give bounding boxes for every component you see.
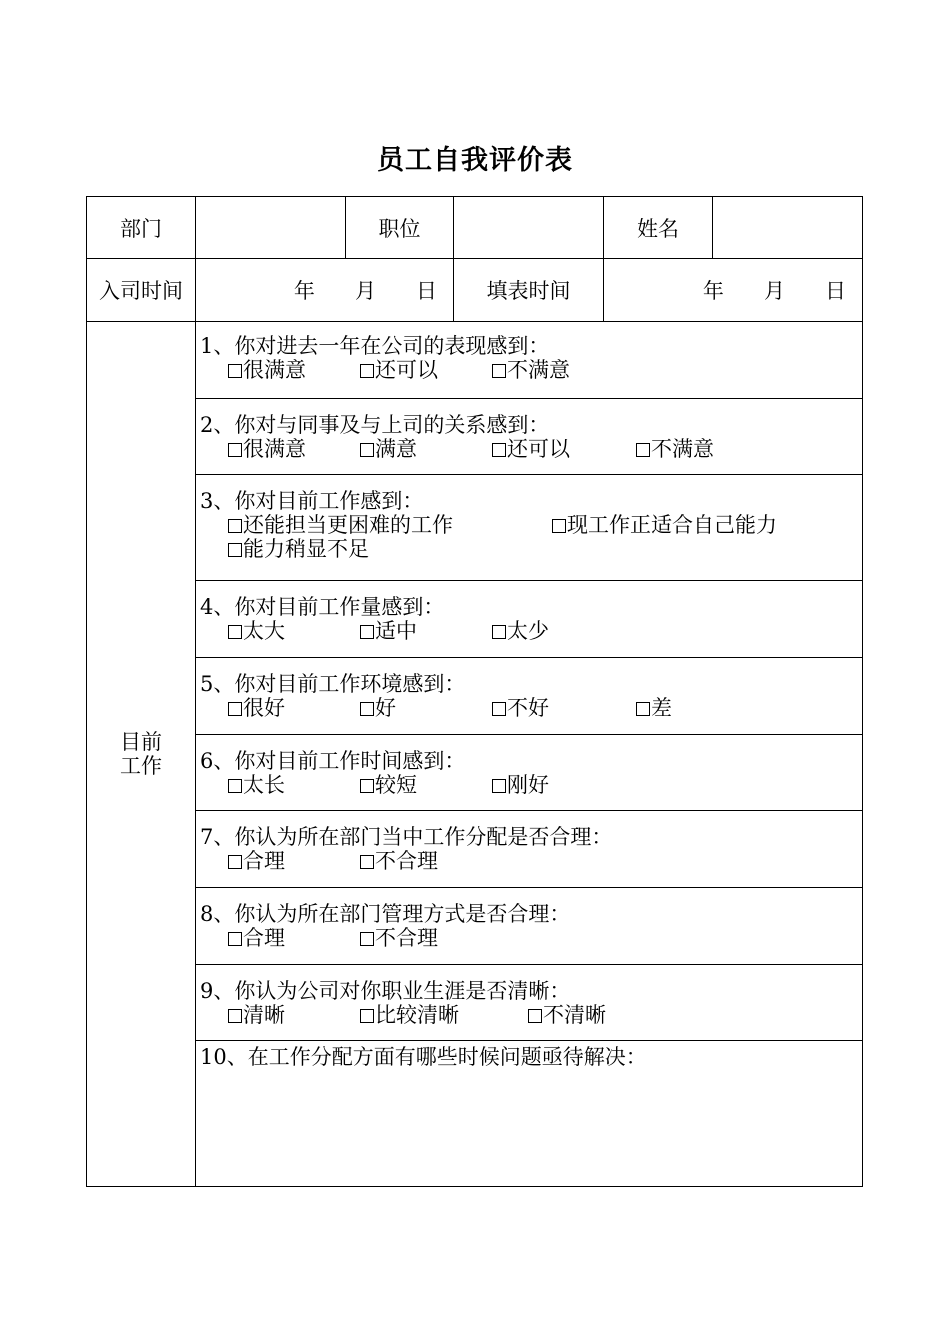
- question-row: [87, 658, 863, 735]
- position-label: 职位: [346, 197, 454, 259]
- question-row: [87, 735, 863, 811]
- checkbox-icon: [360, 779, 374, 793]
- question-row: [87, 581, 863, 658]
- option-label: 不好: [507, 696, 549, 720]
- checkbox-icon: [360, 364, 374, 378]
- question-10: [196, 1041, 863, 1187]
- fill-date-field[interactable]: 年 月 日: [604, 259, 863, 322]
- question-1: [196, 322, 863, 399]
- question-row: [87, 811, 863, 888]
- question-text: 1、你对进去一年在公司的表现感到：: [200, 334, 550, 358]
- question-4: [196, 581, 863, 658]
- option-group: [228, 537, 862, 561]
- option-checkbox[interactable]: [228, 926, 285, 950]
- checkbox-icon: [228, 443, 242, 457]
- checkbox-icon: [492, 364, 506, 378]
- option-checkbox[interactable]: [528, 1003, 606, 1027]
- checkbox-icon: [228, 932, 242, 946]
- option-label: 清晰: [243, 1003, 285, 1027]
- option-checkbox[interactable]: [360, 696, 396, 720]
- question-8: [196, 888, 863, 965]
- option-checkbox[interactable]: [228, 619, 285, 643]
- question-3: [196, 475, 863, 581]
- option-checkbox[interactable]: [492, 619, 549, 643]
- checkbox-icon: [636, 702, 650, 716]
- question-text: 6、你对目前工作时间感到：: [200, 749, 466, 773]
- option-label: 差: [651, 696, 672, 720]
- option-label: 不满意: [651, 437, 714, 461]
- option-label: 太大: [243, 619, 285, 643]
- fill-date-label: 填表时间: [454, 259, 604, 322]
- option-label: 好: [375, 696, 396, 720]
- option-checkbox[interactable]: [228, 537, 369, 561]
- option-label: 太长: [243, 773, 285, 797]
- question-row: [87, 399, 863, 475]
- question-text: 10、在工作分配方面有哪些时候问题亟待解决：: [200, 1045, 647, 1069]
- option-group: [228, 437, 862, 461]
- option-checkbox[interactable]: [360, 358, 438, 382]
- question-text: 7、你认为所在部门当中工作分配是否合理：: [200, 825, 613, 849]
- option-label: 满意: [375, 437, 417, 461]
- option-checkbox[interactable]: [228, 696, 285, 720]
- checkbox-icon: [636, 443, 650, 457]
- option-label: 很满意: [243, 437, 306, 461]
- checkbox-icon: [228, 543, 242, 557]
- option-label: 刚好: [507, 773, 549, 797]
- option-label: 太少: [507, 619, 549, 643]
- option-label: 不合理: [375, 849, 438, 873]
- option-checkbox[interactable]: [228, 773, 285, 797]
- option-checkbox[interactable]: [360, 437, 417, 461]
- option-checkbox[interactable]: [636, 696, 672, 720]
- checkbox-icon: [360, 443, 374, 457]
- option-checkbox[interactable]: [360, 1003, 459, 1027]
- option-checkbox[interactable]: [360, 849, 438, 873]
- option-group: [228, 1003, 862, 1027]
- option-label: 不清晰: [543, 1003, 606, 1027]
- option-group: [228, 619, 862, 643]
- option-label: 还能担当更困难的工作: [243, 513, 453, 537]
- position-field[interactable]: [454, 197, 604, 259]
- option-checkbox[interactable]: [492, 437, 570, 461]
- option-label: 比较清晰: [375, 1003, 459, 1027]
- checkbox-icon: [228, 702, 242, 716]
- option-label: 不合理: [375, 926, 438, 950]
- option-label: 较短: [375, 773, 417, 797]
- checkbox-icon: [228, 779, 242, 793]
- option-checkbox[interactable]: [492, 773, 549, 797]
- option-label: 不满意: [507, 358, 570, 382]
- evaluation-form-table: [86, 196, 863, 1187]
- option-checkbox[interactable]: [360, 926, 438, 950]
- checkbox-icon: [552, 519, 566, 533]
- option-group: [228, 926, 862, 950]
- checkbox-icon: [228, 1009, 242, 1023]
- checkbox-icon: [360, 702, 374, 716]
- section-label-current-work: [87, 322, 196, 1187]
- dept-field[interactable]: [196, 197, 346, 259]
- answer-area[interactable]: [200, 1069, 862, 1169]
- option-label: 还可以: [375, 358, 438, 382]
- option-checkbox[interactable]: [228, 1003, 285, 1027]
- question-7: [196, 811, 863, 888]
- checkbox-icon: [528, 1009, 542, 1023]
- option-group: [228, 849, 862, 873]
- question-text: 5、你对目前工作环境感到：: [200, 672, 466, 696]
- dept-label: 部门: [87, 197, 196, 259]
- checkbox-icon: [228, 519, 242, 533]
- option-label: 很好: [243, 696, 285, 720]
- question-text: 9、你认为公司对你职业生涯是否清晰：: [200, 979, 571, 1003]
- option-group: [228, 513, 862, 537]
- checkbox-icon: [228, 625, 242, 639]
- question-5: [196, 658, 863, 735]
- option-checkbox[interactable]: [360, 619, 417, 643]
- option-label: 很满意: [243, 358, 306, 382]
- option-checkbox[interactable]: [492, 696, 549, 720]
- option-group: [228, 773, 862, 797]
- checkbox-icon: [228, 855, 242, 869]
- name-field[interactable]: [713, 197, 863, 259]
- join-date-field[interactable]: 年 月 日: [196, 259, 454, 322]
- checkbox-icon: [228, 364, 242, 378]
- question-row: [87, 888, 863, 965]
- question-6: [196, 735, 863, 811]
- checkbox-icon: [360, 932, 374, 946]
- option-checkbox[interactable]: [228, 358, 306, 382]
- question-text: 2、你对与同事及与上司的关系感到：: [200, 413, 550, 437]
- checkbox-icon: [492, 702, 506, 716]
- checkbox-icon: [492, 443, 506, 457]
- option-label: 合理: [243, 926, 285, 950]
- option-checkbox[interactable]: [228, 849, 285, 873]
- question-text: 3、你对目前工作感到：: [200, 489, 424, 513]
- checkbox-icon: [492, 625, 506, 639]
- header-row-2: [87, 259, 863, 322]
- section-label-line2: 工作: [120, 754, 162, 778]
- option-checkbox[interactable]: [636, 437, 714, 461]
- question-row: [87, 965, 863, 1041]
- option-label: 还可以: [507, 437, 570, 461]
- option-checkbox[interactable]: [228, 513, 453, 537]
- option-group: [228, 696, 862, 720]
- question-text: 4、你对目前工作量感到：: [200, 595, 445, 619]
- option-label: 适中: [375, 619, 417, 643]
- option-checkbox[interactable]: [360, 773, 417, 797]
- option-checkbox[interactable]: [552, 513, 777, 537]
- section-label-line1: 目前: [120, 730, 162, 754]
- checkbox-icon: [492, 779, 506, 793]
- question-row: [87, 475, 863, 581]
- option-group: [228, 358, 862, 382]
- checkbox-icon: [360, 1009, 374, 1023]
- question-9: [196, 965, 863, 1041]
- checkbox-icon: [360, 625, 374, 639]
- checkbox-icon: [360, 855, 374, 869]
- option-label: 合理: [243, 849, 285, 873]
- name-label: 姓名: [604, 197, 713, 259]
- option-label: 能力稍显不足: [243, 537, 369, 561]
- header-row-1: [87, 197, 863, 259]
- join-date-label: 入司时间: [87, 259, 196, 322]
- option-checkbox[interactable]: [228, 437, 306, 461]
- form-title: 员工自我评价表: [377, 145, 573, 176]
- question-2: [196, 399, 863, 475]
- question-row: [87, 322, 863, 399]
- option-label: 现工作正适合自己能力: [567, 513, 777, 537]
- option-checkbox[interactable]: [492, 358, 570, 382]
- question-row: [87, 1041, 863, 1187]
- question-text: 8、你认为所在部门管理方式是否合理：: [200, 902, 571, 926]
